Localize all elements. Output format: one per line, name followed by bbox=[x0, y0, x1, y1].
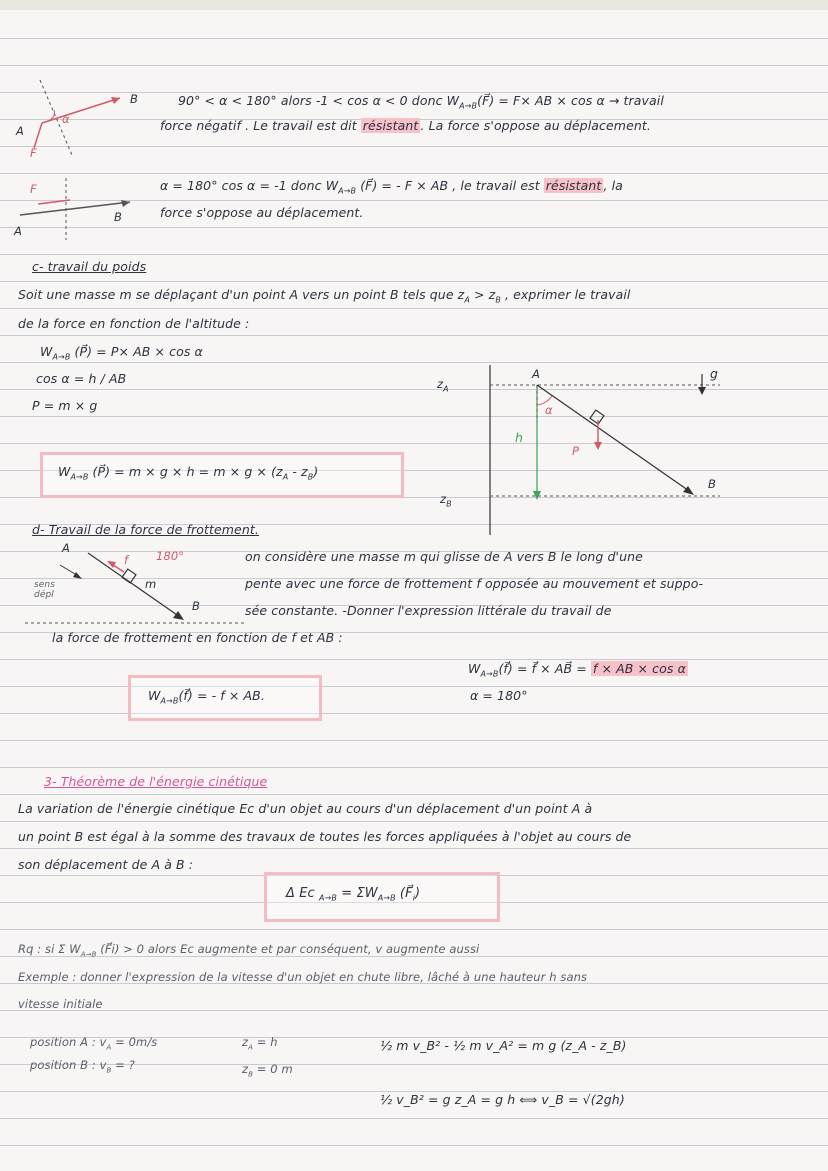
calc-line1: ½ m v_B² - ½ m v_A² = m g (z_A - z_B) bbox=[380, 1038, 627, 1053]
diagram-h-label: h bbox=[515, 430, 524, 445]
theoreme-text3: son déplacement de A à B : bbox=[18, 857, 194, 872]
za-label: $z_A$ bbox=[437, 377, 449, 394]
frott-text1: on considère une masse m qui glisse de A vers B le long d'une bbox=[245, 549, 643, 564]
diagram-b-label: B bbox=[708, 477, 716, 491]
label-b: B bbox=[130, 92, 138, 106]
theoreme-text1: La variation de l'énergie cinétique Ec d'un objet au cours d'un déplacement d'un point A à bbox=[18, 801, 593, 816]
label-f: F bbox=[30, 146, 37, 160]
theoreme-text2: un point B est égal à la somme des travaux de toutes les forces appliquées à l'objet au cours de bbox=[18, 829, 632, 844]
pos-a: position A : $v_A = 0m/s$ bbox=[30, 1035, 158, 1052]
block1-line2: force négatif . Le travail est dit résistant . La force s'oppose au déplacement. bbox=[160, 118, 651, 133]
label-b2: B bbox=[114, 210, 122, 224]
poids-eq1: $W_{A\to B}$ (P⃗) = P× AB × cos α bbox=[40, 344, 203, 362]
theoreme-rq: Rq : si Σ $W_{A\to B}$ (F⃗i) > 0 alors Ec augmente et par conséquent, v augmente aussi bbox=[18, 942, 480, 959]
theoreme-result: Δ Ec $_{A\to B} = \Sigma W_{A\to B}$ $(F⃗_i)$ bbox=[286, 886, 421, 903]
label-alpha: α bbox=[62, 112, 70, 126]
page-top-edge bbox=[0, 0, 828, 10]
poids-eq2: cos α = h / AB bbox=[36, 371, 127, 386]
label-f2: F bbox=[30, 182, 37, 196]
poids-result: $W_{A\to B}$ (P⃗) = $m \times g \times h = m \times g \times (z_A - z_B)$ bbox=[58, 464, 319, 482]
frott-depl-label: dépl bbox=[34, 590, 54, 600]
pos-b: position B : $v_B$ = ? bbox=[30, 1058, 135, 1075]
z-b: $z_B = 0$ m bbox=[242, 1062, 293, 1079]
theoreme-ex2: vitesse initiale bbox=[18, 997, 103, 1011]
diagram-alpha-label: α bbox=[545, 403, 553, 417]
block1-line1: 90° < α < 180° alors -1 < cos α < 0 donc $W_{A\to B}(F⃗) = F\times$ AB × cos α → travail bbox=[178, 93, 664, 111]
diagram-a-label: A bbox=[532, 367, 540, 381]
frott-angle-label: 180° bbox=[156, 549, 185, 563]
calc-line2: ½ v_B² = g z_A = g h ⟺ v_B = √(2gh) bbox=[380, 1092, 625, 1107]
poids-eq3: P = m × g bbox=[32, 398, 98, 413]
poids-title: c- travail du poids bbox=[32, 259, 147, 274]
frott-eq-right2: α = 180° bbox=[470, 688, 528, 703]
frott-b-label: B bbox=[192, 599, 200, 613]
diagram-p-label: P bbox=[572, 444, 580, 458]
block2-line2: force s'oppose au déplacement. bbox=[160, 205, 364, 220]
frott-text4: la force de frottement en fonction de f et AB : bbox=[52, 630, 343, 645]
poids-intro1: Soit une masse m se déplaçant d'un point A vers un point B tels que $z_A > z_B$ , exprimer le travail bbox=[18, 287, 631, 305]
frott-text2: pente avec une force de frottement f opposée au mouvement et suppo- bbox=[245, 576, 704, 591]
label-a: A bbox=[16, 124, 24, 138]
zb-label: $z_B$ bbox=[440, 492, 452, 509]
diagram-flat-angle bbox=[10, 170, 150, 240]
z-a: $z_A = h$ bbox=[242, 1035, 278, 1052]
diagram-g-label: g bbox=[710, 366, 719, 381]
frott-eq-right1: $W_{A\to B}(f⃗)$ = f⃗ × AB⃗ = f × AB × cos α bbox=[468, 661, 686, 679]
poids-intro2: de la force en fonction de l'altitude : bbox=[18, 316, 250, 331]
frott-sens-label: sens bbox=[34, 580, 56, 590]
frottement-title: d- Travail de la force de frottement. bbox=[32, 522, 259, 537]
theoreme-title: 3- Théorème de l'énergie cinétique bbox=[44, 774, 268, 789]
label-a2: A bbox=[14, 224, 22, 238]
theoreme-ex1: Exemple : donner l'expression de la vitesse d'un objet en chute libre, lâché à une hauteur h sans bbox=[18, 970, 588, 984]
frott-f-label: f bbox=[124, 553, 129, 567]
frott-text3: sée constante. -Donner l'expression littérale du travail de bbox=[245, 603, 612, 618]
block2-line1: α = 180° cos α = -1 donc $W_{A\to B}$ (F⃗) = - F × AB , le travail est résistant , la bbox=[160, 178, 623, 196]
frott-result: $W_{A\to B}(f⃗)$ = - f × AB. bbox=[148, 688, 265, 706]
frott-a-label: A bbox=[62, 541, 70, 555]
frott-m-label: m bbox=[145, 577, 157, 591]
diagram-poids bbox=[480, 360, 800, 540]
